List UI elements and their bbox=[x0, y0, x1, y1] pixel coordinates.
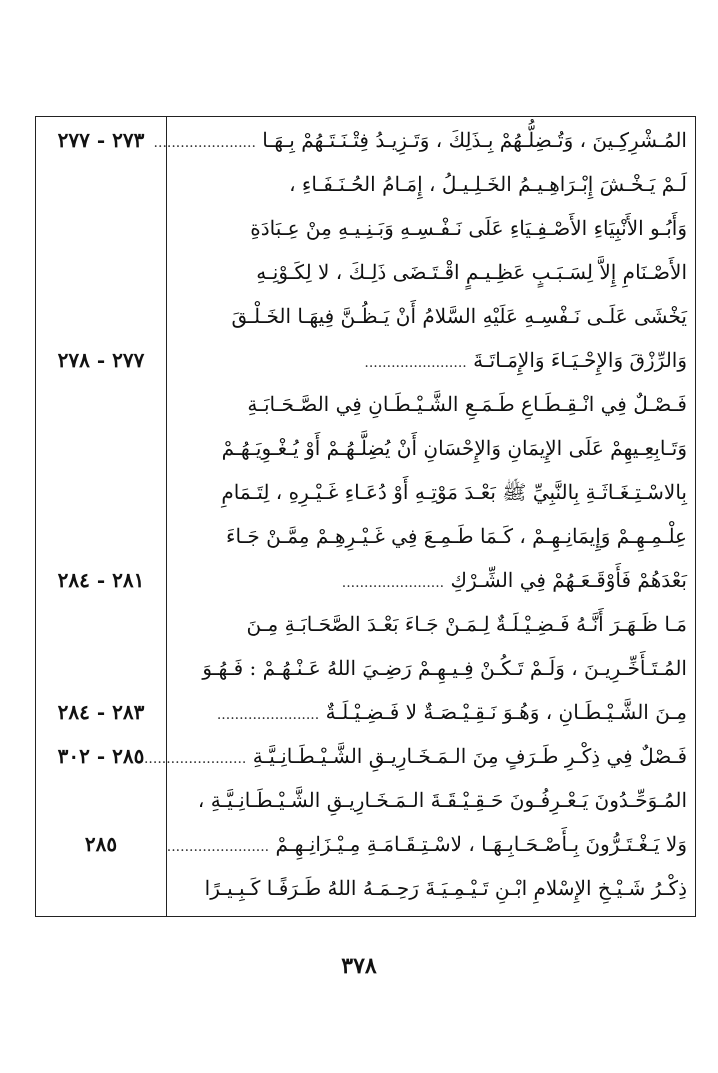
page-range bbox=[36, 295, 166, 337]
page-range: ٢٧٧ - ٢٧٨ bbox=[57, 348, 145, 372]
entry-text bbox=[174, 383, 687, 425]
entry-text bbox=[174, 647, 687, 689]
index-row bbox=[36, 207, 695, 249]
entry-text bbox=[174, 339, 687, 381]
index-row bbox=[36, 867, 695, 909]
page-range bbox=[36, 515, 166, 557]
entry-text bbox=[166, 823, 687, 865]
page-range: ٢٨٥ - ٣٠٢ bbox=[57, 744, 145, 768]
index-row bbox=[36, 383, 695, 425]
entry-text-content: وَتَـابِعِـيهِمْ عَلَى الإِيمَانِ وَالإِحْسَانِ أَنْ يُضِلَّـهُـمْ أَوْ يُـغْـوِيَـهُـمْ bbox=[221, 436, 687, 460]
page-range bbox=[36, 603, 166, 645]
entry-text bbox=[174, 691, 687, 733]
entry-text-content: ذِكْـرُ شَـيْـخِ الإِسْلامِ ابْـنِ تَـيْـمِـيَـةَ رَحِـمَـهُ اللهُ طَـرَفًـا كَـبِـيـرًا bbox=[204, 876, 687, 900]
entry-text-content: بَعْدَهُمْ فَأَوْقَـعَـهُمْ فِي الشِّـرْكِ bbox=[450, 568, 687, 592]
dots-leader: ....................... bbox=[364, 355, 467, 371]
entry-text bbox=[153, 119, 687, 161]
page-range: ٢٨٥ bbox=[84, 832, 118, 856]
entry-text bbox=[174, 867, 687, 909]
index-row bbox=[36, 471, 695, 513]
entry-text-content: فَـصْـلٌ فِي انْـقِـطَـاعِ طَـمَـعِ الشَّـيْـطَـانِ فِي الصَّـحَـابَـةِ bbox=[247, 392, 687, 416]
index-row bbox=[36, 735, 695, 777]
entry-text-content: المُـشْرِكِـينَ ، وَتُـضِلُّـهُمْ بِـذَلِكَ ، وَتَـزِيـدُ فِتْـنَـتَـهُمْ بِـهَـا bbox=[262, 128, 687, 152]
page-range bbox=[36, 471, 166, 513]
entry-text-content: المُـوَحِّـدُونَ يَـعْـرِفُـونَ حَـقِـيْـقَـةَ الـمَـخَـارِيـقِ الشَّـيْـطَـانِـيَّـةِ ، bbox=[197, 788, 687, 812]
index-row bbox=[36, 295, 695, 337]
page-range bbox=[36, 163, 166, 205]
dots-leader: ....................... bbox=[143, 751, 247, 767]
index-row bbox=[36, 647, 695, 689]
index-row bbox=[36, 779, 695, 821]
page-range bbox=[36, 779, 166, 821]
dots-leader: ....................... bbox=[166, 839, 270, 855]
entry-text-content: الأَصْـنَامِ إِلاَّ لِسَـبَـبٍ عَظِـيـمٍ اقْـتَـضَى ذَلِـكَ ، لا لِكَـوْنِـهِ bbox=[256, 260, 687, 284]
entry-text-content: فَـصْلٌ فِي ذِكْـرِ طَـرَفٍ مِنَ الـمَـخَـارِيـقِ الشَّـيْـطَـانِـيَّـةِ bbox=[252, 744, 687, 768]
index-row bbox=[36, 515, 695, 557]
entry-text bbox=[174, 295, 687, 337]
dots-leader: ....................... bbox=[216, 707, 320, 723]
entry-text bbox=[174, 207, 687, 249]
entry-text bbox=[174, 559, 687, 601]
entry-text-content: وَالرِّزْقَ وَالإِحْـيَـاءَ وَالإِمَـاتَـةَ bbox=[473, 348, 687, 372]
page-range bbox=[36, 647, 166, 689]
entry-text bbox=[174, 515, 687, 557]
entry-text-content: لَـمْ يَـخْـشَ إِبْـرَاهِـيـمُ الخَـلِـيـلُ ، إِمَـامُ الحُـنَـفَـاءِ ، bbox=[289, 172, 687, 196]
index-row bbox=[36, 163, 695, 205]
entry-text-content: بِالاسْـتِـغَـاثَـةِ بِالنَّبِيِّ ﷺ بَعْـدَ مَوْتِـهِ أَوْ دُعَـاءِ غَـيْـرِهِ ، لِتَـمَامِ bbox=[221, 480, 687, 504]
entry-text-content: مَـا ظَـهَـرَ أَنَّـهُ فَـضِـيْـلَـةٌ لِـمَـنْ جَـاءَ بَعْـدَ الصَّحَـابَـةِ مِـنَ bbox=[246, 612, 687, 636]
index-table bbox=[35, 116, 696, 917]
page-range bbox=[36, 427, 166, 469]
entry-text-content: عِلْـمِـهِـمْ وَإِيمَانِـهِـمْ ، كَـمَا طَـمِـعَ فِي غَـيْـرِهِـمْ مِمَّـنْ جَـاءَ bbox=[226, 524, 687, 548]
page-range bbox=[36, 383, 166, 425]
entry-text-content: يَخْشَى عَلَـى نَـفْسِـهِ عَلَيْهِ السَّلامُ أَنْ يَـظُـنَّ فِيهَـا الخَـلْـقَ bbox=[231, 304, 687, 328]
entry-text-content: وَلا يَـغْـتَـرُّونَ بِـأَصْـحَـابِـهَـا ، لاسْـتِـقَـامَـةِ مِـيْـزَانِـهِـمْ bbox=[275, 832, 687, 856]
index-row bbox=[36, 823, 695, 865]
index-row bbox=[36, 427, 695, 469]
entry-text bbox=[174, 163, 687, 205]
page-range bbox=[36, 251, 166, 293]
entry-text bbox=[174, 779, 687, 821]
page-number: ٣٧٨ bbox=[341, 953, 377, 979]
page-range: ٢٧٣ - ٢٧٧ bbox=[57, 128, 145, 152]
index-row bbox=[36, 339, 695, 381]
entry-text bbox=[174, 427, 687, 469]
entry-text-content: وَأَبُـو الأَنْبِيَاءِ الأَصْـفِـيَاءِ عَلَى نَـفْـسِـهِ وَبَـنِـيـهِ مِنْ عِـبَادَةِ bbox=[250, 216, 687, 240]
dots-leader: ....................... bbox=[341, 575, 445, 591]
page-range bbox=[36, 867, 166, 909]
index-row bbox=[36, 251, 695, 293]
entry-text bbox=[174, 471, 687, 513]
entry-text bbox=[174, 603, 687, 645]
index-row bbox=[36, 559, 695, 601]
page-range: ٢٨١ - ٢٨٤ bbox=[57, 568, 145, 592]
entry-text-content: المُـتَـأَخِّـرِيـنَ ، وَلَـمْ تَـكُـنْ فِـيـهِـمْ رَضِـيَ اللهُ عَـنْـهُـمْ : فَـهُـوَ bbox=[202, 656, 687, 680]
index-row bbox=[36, 691, 695, 733]
page-range bbox=[36, 207, 166, 249]
entry-text bbox=[143, 735, 687, 777]
page-range: ٢٨٣ - ٢٨٤ bbox=[57, 700, 145, 724]
index-row bbox=[36, 119, 695, 161]
dots-leader: ....................... bbox=[153, 135, 256, 151]
entry-text-content: مِـنَ الشَّـيْـطَـانِ ، وَهُـوَ نَـقِـيْـصَـةٌ لا فَـضِـيْـلَـةٌ bbox=[325, 700, 687, 724]
index-row bbox=[36, 603, 695, 645]
entry-text bbox=[174, 251, 687, 293]
